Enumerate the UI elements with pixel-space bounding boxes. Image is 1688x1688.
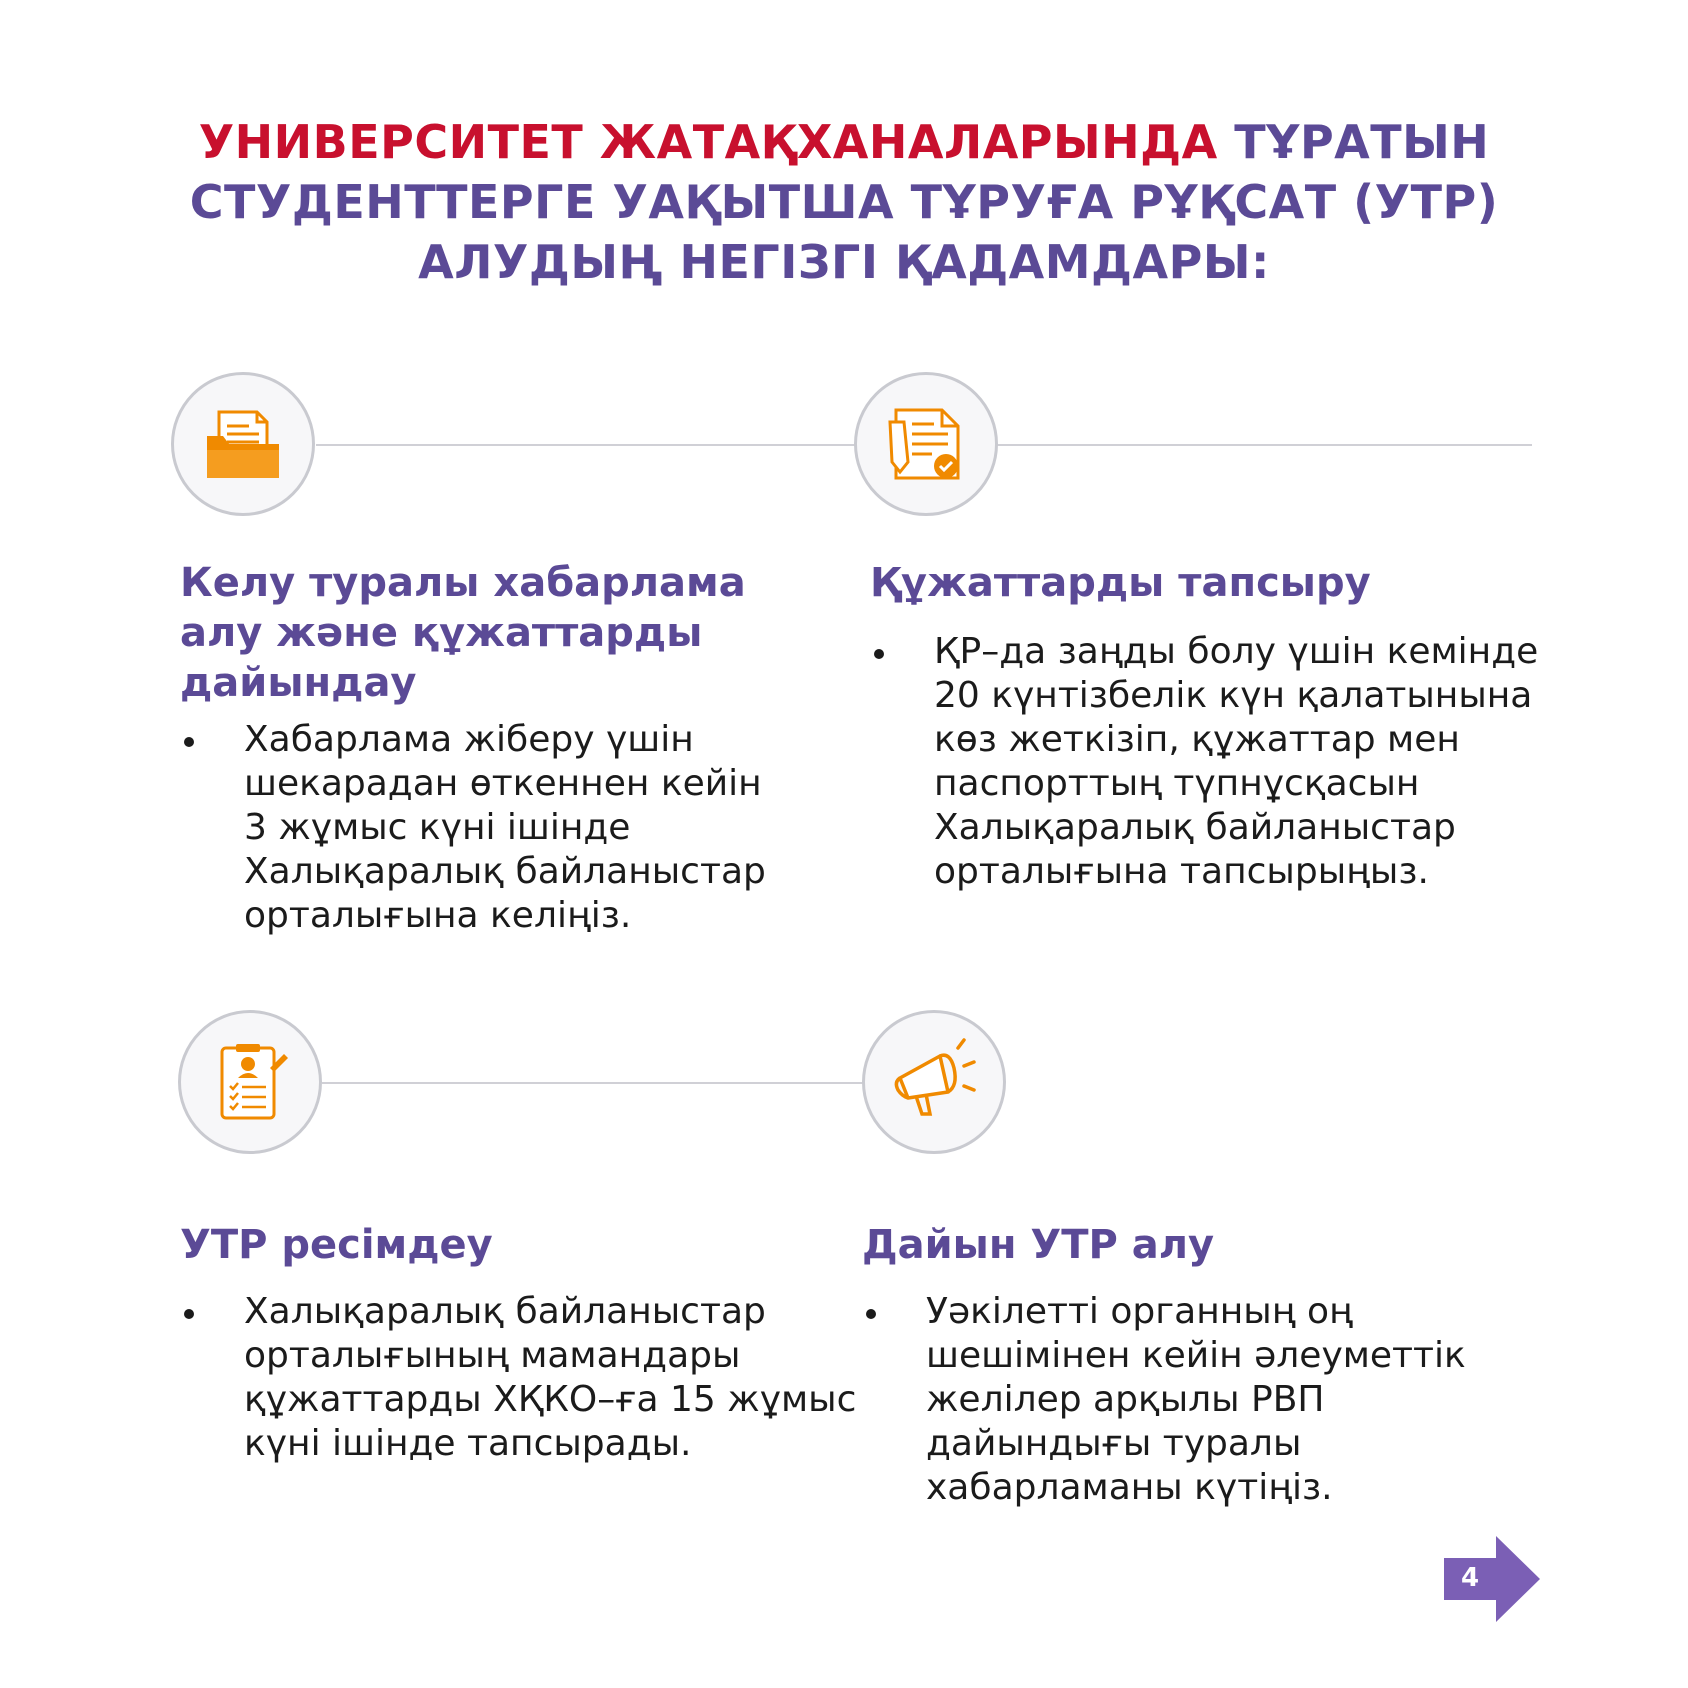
step-2-bullet (870, 630, 1538, 894)
step-1-title-line: Келу туралы хабарлама (180, 560, 746, 606)
step-2-text-line: көз жеткізіп, құжаттар мен (934, 719, 1460, 760)
connector-line-bottom (322, 1082, 866, 1084)
step-1-text-line: шекарадан өткеннен кейін (244, 763, 762, 804)
step-4-text-line: Уәкілетті органның оң (926, 1291, 1353, 1332)
step-1-text-line: орталығына келіңіз. (244, 895, 632, 936)
step-3-title (180, 1220, 493, 1270)
step-2-title (870, 558, 1371, 608)
step-2-text-line: Халықаралық байланыстар (934, 807, 1456, 848)
title-highlight: УНИВЕРСИТЕТ ЖАТАҚХАНАЛАРЫНДА (198, 115, 1218, 169)
step-2-text-line: орталығына тапсырыңыз. (934, 851, 1429, 892)
step-1-text-line: Халықаралық байланыстар (244, 851, 766, 892)
step-2-text-line: 20 күнтізбелік күн қалатынына (934, 675, 1533, 716)
megaphone-icon (886, 1034, 982, 1130)
step-4-text-line: желілер арқылы РВП (926, 1379, 1325, 1420)
step-1-icon-circle (171, 372, 315, 516)
step-3-text-line: орталығының мамандары (244, 1335, 741, 1376)
step-1-list (180, 718, 766, 938)
step-1-title (180, 558, 746, 708)
step-2-text-line: паспорттың түпнұсқасын (934, 763, 1420, 804)
step-4-text-line: хабарламаны күтіңіз. (926, 1467, 1333, 1508)
step-3-text-line: күні ішінде тапсырады. (244, 1423, 692, 1464)
page-number: 4 (1460, 1563, 1480, 1593)
step-1-title-line: дайындау (180, 660, 417, 706)
step-2-title-line: Құжаттарды тапсыру (870, 560, 1371, 606)
step-2-icon-circle (854, 372, 998, 516)
step-4-list (862, 1290, 1466, 1510)
step-1-bullet (180, 718, 766, 938)
step-1-title-line: алу және құжаттарды (180, 610, 703, 656)
step-1-text-line: Хабарлама жіберу үшін (244, 719, 694, 760)
title-line-3: АЛУДЫҢ НЕГІЗГІ ҚАДАМДАРЫ: (418, 235, 1270, 289)
step-3-text-line: Халықаралық байланыстар (244, 1291, 766, 1332)
step-3-list (180, 1290, 856, 1466)
step-4-title (862, 1220, 1214, 1270)
step-4-icon-circle (862, 1010, 1006, 1154)
step-4-text-line: шешімінен кейін әлеуметтік (926, 1335, 1466, 1376)
step-2-text-line: ҚР–да заңды болу үшін кемінде (934, 631, 1539, 672)
step-2-list (870, 630, 1538, 894)
step-1-text-line: 3 жұмыс күні ішінде (244, 807, 631, 848)
step-3-icon-circle (178, 1010, 322, 1154)
step-3-bullet (180, 1290, 856, 1466)
title-line-1-rest: ТҰРАТЫН (1217, 115, 1490, 169)
step-4-title-line: Дайын УТР алу (862, 1222, 1215, 1268)
clipboard-profile-icon (208, 1040, 292, 1124)
title-line-2: СТУДЕНТТЕРГЕ УАҚЫТША ТҰРУҒА РҰҚСАТ (УТР) (189, 175, 1499, 229)
step-3-title-line: УТР ресімдеу (180, 1222, 493, 1268)
page-title (0, 112, 1688, 292)
step-4-text-line: дайындығы туралы (926, 1423, 1302, 1464)
title-line-1 (0, 112, 1688, 172)
step-4-bullet (862, 1290, 1466, 1510)
step-3-text-line: құжаттарды ХҚКО–ға 15 жұмыс (244, 1379, 857, 1420)
document-check-icon (882, 400, 970, 488)
folder-document-icon (203, 404, 283, 484)
